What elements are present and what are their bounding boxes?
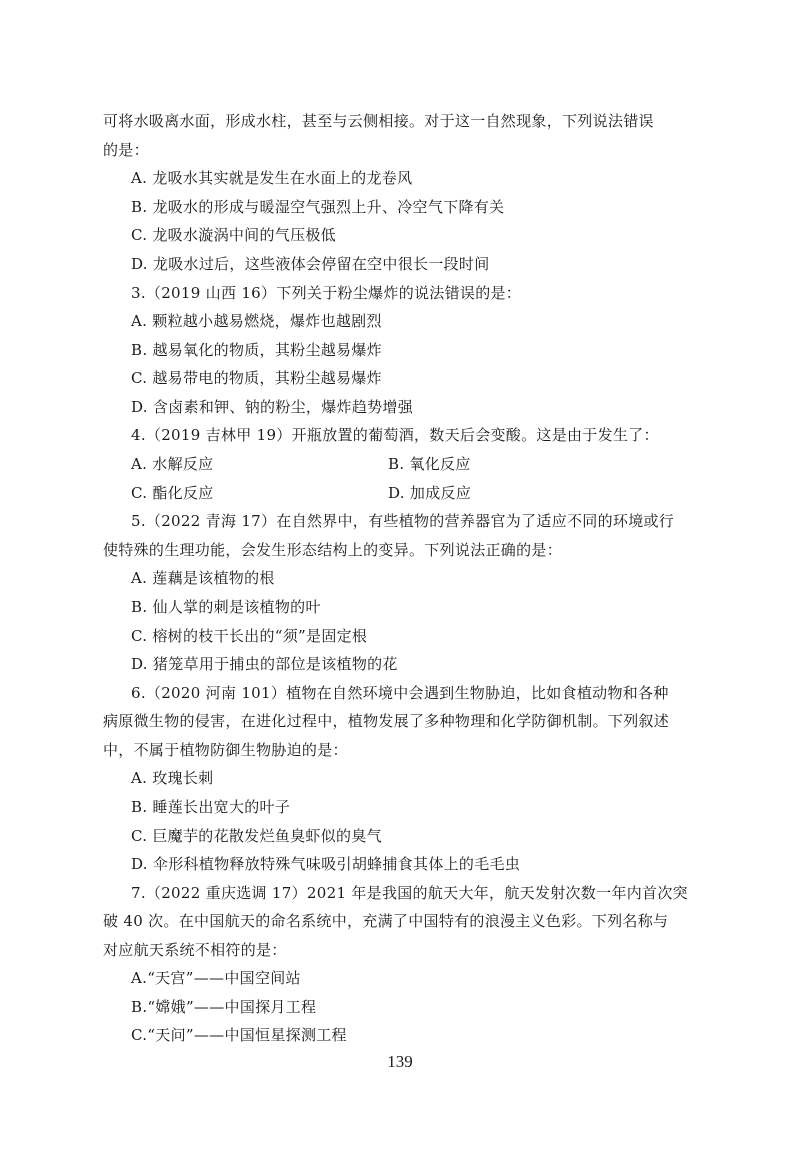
option-line: C. 酯化反应 xyxy=(131,484,214,502)
question-line: 7.（2022 重庆选调 17）2021 年是我国的航天大年，航天发射次数一年内首次突 xyxy=(131,884,688,902)
option-line: B.“嫦娥”——中国探月工程 xyxy=(131,998,317,1016)
text-line: 中，不属于植物防御生物胁迫的是： xyxy=(103,741,348,759)
option-line: A. 颗粒越小越易燃烧，爆炸也越剧烈 xyxy=(131,312,382,330)
text-line: 使特殊的生理功能，会发生形态结构上的变异。下列说法正确的是： xyxy=(103,541,563,559)
option-line: B. 龙吸水的形成与暖湿空气强烈上升、冷空气下降有关 xyxy=(131,198,505,216)
option-line: A. 水解反应 xyxy=(131,455,214,473)
option-line: D. 含卤素和钾、钠的粉尘，爆炸趋势增强 xyxy=(131,398,414,416)
text-line: 对应航天系统不相符的是： xyxy=(103,941,287,959)
option-line: D. 伞形科植物释放特殊气味吸引胡蜂捕食其体上的毛毛虫 xyxy=(131,855,521,873)
option-line: B. 仙人掌的刺是该植物的叶 xyxy=(131,598,321,616)
option-line: C. 榕树的枝干长出的“须”是固定根 xyxy=(131,627,368,645)
text-line: 病原微生物的侵害，在进化过程中，植物发展了多种物理和化学防御机制。下列叙述 xyxy=(103,712,670,730)
option-line: D. 加成反应 xyxy=(388,484,472,502)
option-line: D. 猪笼草用于捕虫的部位是该植物的花 xyxy=(131,655,398,673)
text-line: 可将水吸离水面，形成水柱，甚至与云侧相接。对于这一自然现象，下列说法错误 xyxy=(103,112,654,130)
option-line: C.“天问”——中国恒星探测工程 xyxy=(131,1026,347,1044)
option-line: C. 越易带电的物质，其粉尘越易爆炸 xyxy=(131,369,382,387)
text-line: 的是： xyxy=(103,141,149,159)
page-number: 139 xyxy=(387,1052,413,1071)
option-line: A. 莲藕是该植物的根 xyxy=(131,569,275,587)
option-line: B. 越易氧化的物质，其粉尘越易爆炸 xyxy=(131,341,382,359)
option-line: A.“天宫”——中国空间站 xyxy=(131,969,301,987)
option-line: A. 玫瑰长刺 xyxy=(131,769,214,787)
question-line: 3.（2019 山西 16）下列关于粉尘爆炸的说法错误的是： xyxy=(131,284,522,302)
question-line: 6.（2020 河南 101）植物在自然环境中会遇到生物胁迫，比如食植动物和各种 xyxy=(131,684,669,702)
option-line: C. 巨魔芋的花散发烂鱼臭虾似的臭气 xyxy=(131,827,382,845)
question-line: 4.（2019 吉林甲 19）开瓶放置的葡萄酒，数天后会变酸。这是由于发生了： xyxy=(131,426,659,444)
option-line: B. 睡莲长出宽大的叶子 xyxy=(131,798,291,816)
option-line: B. 氧化反应 xyxy=(388,455,471,473)
option-line: D. 龙吸水过后，这些液体会停留在空中很长一段时间 xyxy=(131,255,490,273)
question-line: 5.（2022 青海 17）在自然界中，有些植物的营养器官为了适应不同的环境或行 xyxy=(131,512,675,530)
option-line: A. 龙吸水其实就是发生在水面上的龙卷风 xyxy=(131,169,413,187)
text-line: 破 40 次。在中国航天的命名系统中，充满了中国特有的浪漫主义色彩。下列名称与 xyxy=(103,912,669,930)
option-line: C. 龙吸水漩涡中间的气压极低 xyxy=(131,226,336,244)
